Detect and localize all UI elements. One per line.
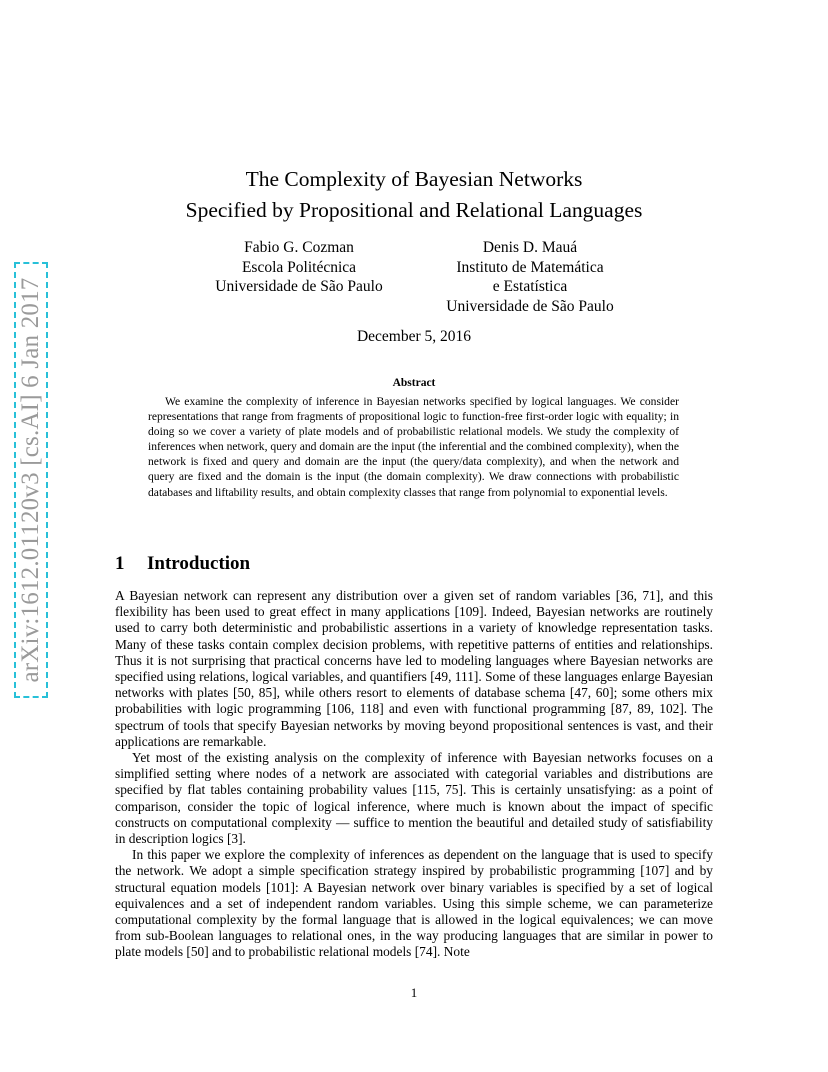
title-line-1: The Complexity of Bayesian Networks [245,167,583,191]
paragraph: A Bayesian network can represent any distribution over a given set of random variables [36, 71], and this flexibility has been used to great effect in many applications [109]. Indeed, Bayesian networks are routinely used to carry both deterministic and probabilistic assertions in a variety of knowledge representation tasks. Many of these tasks contain complex decision problems, with repetitive patterns of entities and relationships. Thus it is not surprising that practical concerns have led to modeling languages where Bayesian networks are specified using relations, logical variables, and quantifiers [49, 111]. Some of these languages enlarge Bayesian networks with plates [50, 85], while others resort to elements of database schema [47, 60]; some others mix probabilities with logic programming [106, 118] and even with functional programming [87, 89, 102]. The spectrum of tools that specify Bayesian networks by moving beyond propositional sentences is vast, and their applications are remarkable. [115,588,713,749]
author-block-2 [420,238,640,316]
author-affiliation: Universidade de São Paulo [215,278,383,295]
arxiv-stamp-text: arXiv:1612.01120v3 [cs.AI] 6 Jan 2017 [17,277,44,683]
section-heading [115,553,250,575]
abstract-heading: Abstract [392,377,436,389]
author-affiliation: e Estatística [492,278,568,295]
paper-title [0,164,828,226]
author-name: Denis D. Mauá [482,239,578,256]
paragraph: Yet most of the existing analysis on the complexity of inference with Bayesian networks focuses on a simplified setting where nodes of a network are associated with categorial variables and distributions are specified by flat tables containing probability values [115, 75]. This is certainly unsatisfying: as a point of comparison, consider the topic of logical inference, where much is known about the impact of specific constructs on computational complexity — suffice to mention the beautiful and detailed study of satisfiability in description logics [3]. [115,750,713,847]
body-text [115,588,713,961]
author-affiliation: Escola Politécnica [241,258,357,276]
section-number: 1 [115,553,125,574]
paper-date: December 5, 2016 [356,328,472,345]
author-name: Fabio G. Cozman [244,239,354,256]
author-affiliation: Instituto de Matemática [456,258,604,276]
section-title: Introduction [147,553,251,574]
page-number: 1 [410,985,418,1000]
author-block-1 [196,238,402,297]
author-affiliation: Universidade de São Paulo [446,297,614,315]
abstract-text: We examine the complexity of inference in Bayesian networks specified by logical languages. We consider representations that range from fragments of propositional logic to function-free first-order logic with equality; in doing so we cover a variety of plate models and of probabilistic relational models. We study the complexity of inferences when network, query and domain are the input (the inferential and the combined complexity), when the network is fixed and query and domain are the input (the query/data complexity), and when the network and query are fixed and the domain is the input (the domain complexity). We draw connections with probabilistic databases and liftability results, and obtain complexity classes that range from polynomial to exponential levels. [148,395,679,499]
paragraph: In this paper we explore the complexity of inferences as dependent on the language that is used to specify the network. We adopt a simple specification strategy inspired by probabilistic programming [107] and by structural equation models [101]: A Bayesian network over binary variables is specified by a set of logical equivalences and a set of independent random variables. Using this simple scheme, we can parameterize computational complexity by the formal language that is allowed in the logical equivalences; we can move from sub-Boolean languages to relational ones, in the way producing languages that are similar in power to plate models [50] and to probabilistic relational models [74]. Note [115,847,713,960]
title-line-2: Specified by Propositional and Relational Languages [185,198,643,222]
